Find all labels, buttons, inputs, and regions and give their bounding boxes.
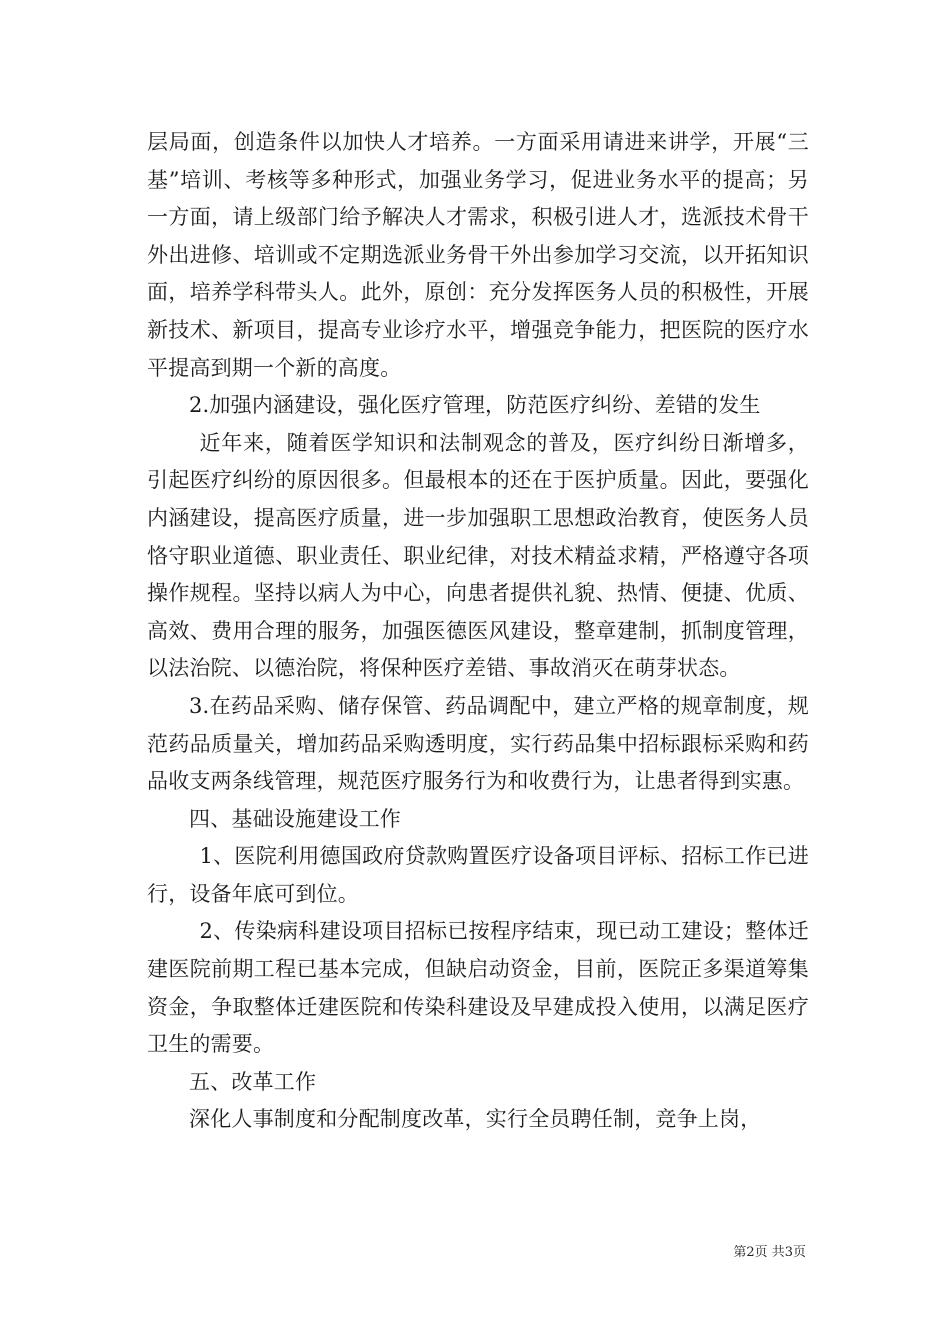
paragraph-personnel-reform: 深化人事制度和分配制度改革，实行全员聘任制，竞争上岗， <box>189 1107 762 1132</box>
paragraph-equipment-loan: 1、医院利用德国政府贷款购置医疗设备项目评标、招标工作已进行，设备年底可到位。 <box>147 844 809 906</box>
page-number-footer: 第2页 共3页 <box>733 1245 806 1260</box>
heading-connotation-construction: 2.加强内涵建设，强化医疗管理，防范医疗纠纷、差错的发生 <box>189 393 761 418</box>
heading-infrastructure: 四、基础设施建设工作 <box>189 806 401 831</box>
paragraph-infectious-ward: 2、传染病科建设项目招标已按程序结束，现已动工建设；整体迁建医院前期工程已基本完成，但缺启动资金，目前，医院正多渠道筹集资金，争取整体迁建医院和传染科建设及早建成投入使用，以满足医疗卫生的需要。 <box>147 919 809 1057</box>
heading-reform: 五、改革工作 <box>189 1069 317 1094</box>
document-body <box>147 124 809 1139</box>
paragraph-talent-training: 层局面，创造条件以加快人才培养。一方面采用请进来讲学，开展“三基”培训、考核等多种形式，加强业务学习，促进业务水平的提高；另一方面，请上级部门给予解决人才需求，积极引进人才，选派技术骨干外出进修、培训或不定期选派业务骨干外出参加学习交流，以开拓知识面，培养学科带头人。此外，原创：充分发挥医务人员的积极性，开展新技术、新项目，提高专业诊疗水平，增强竞争能力，把医院的医疗水平提高到期一个新的高度。 <box>147 130 809 380</box>
paragraph-medical-disputes: 近年来，随着医学知识和法制观念的普及，医疗纠纷日渐增多，引起医疗纠纷的原因很多。但最根本的还在于医护质量。因此，要强化内涵建设，提高医疗质量，进一步加强职工思想政治教育，使医务人员恪守职业道德、职业责任、职业纪律，对技术精益求精，严格遵守各项操作规程。坚持以病人为中心，向患者提供礼貌、热情、便捷、优质、高效、费用合理的服务，加强医德医风建设，整章建制，抓制度管理，以法治院、以德治院，将保种医疗差错、事故消灭在萌芽状态。 <box>147 430 809 681</box>
paragraph-drug-procurement: 3.在药品采购、储存保管、药品调配中，建立严格的规章制度，规范药品质量关，增加药品采购透明度，实行药品集中招标跟标采购和药品收支两条线管理，规范医疗服务行为和收费行为，让患者得到实惠。 <box>147 693 809 794</box>
